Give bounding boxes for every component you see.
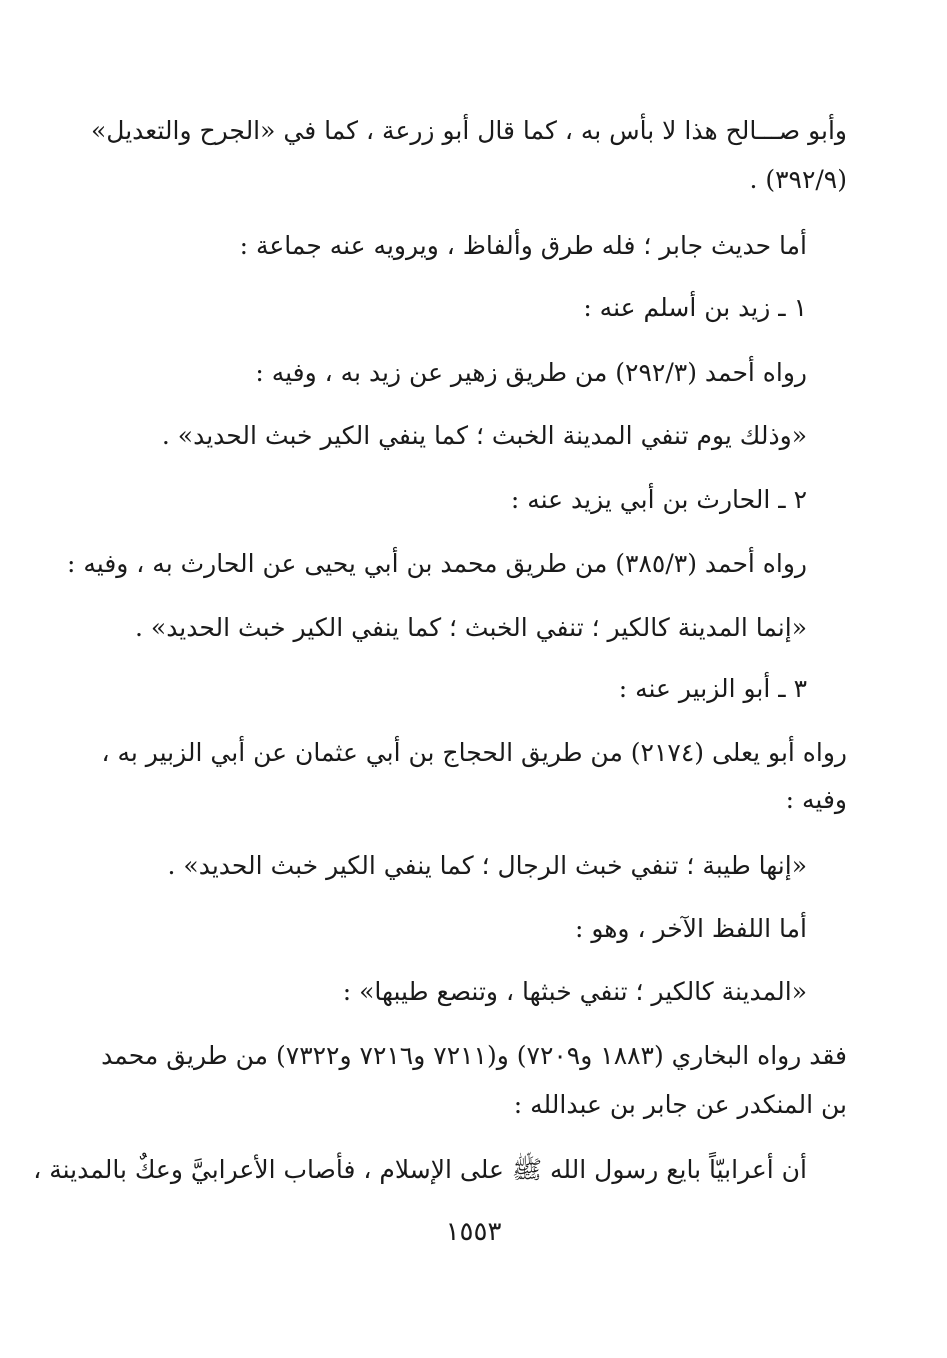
text-line: وأبو صـــالح هذا لا بأس به ، كما قال أبو زرعة ، كما في «الجرح والتعديل» [91,116,847,145]
page-number: ١٥٥٣ [445,1217,502,1247]
section-heading: ٢ ـ الحارث بن أبي يزيد عنه : [510,485,807,514]
hadith-quote: «إنها طيبة ؛ تنفي خبث الرجال ؛ كما ينفي الكير خبث الحديد» . [167,851,807,880]
section-heading: ١ ـ زيد بن أسلم عنه : [583,293,807,322]
text-line: أما حديث جابر ؛ فله طرق وألفاظ ، ويرويه عنه جماعة : [239,231,807,260]
text-line: أما اللفظ الآخر ، وهو : [574,914,807,943]
text-line: فقد رواه البخاري (١٨٨٣ و٧٢٠٩) و(٧٢١١ و٧٢١٦ و٧٣٢٢) من طريق محمد [101,1041,847,1070]
text-line: رواه أبو يعلى (٢١٧٤) من طريق الحجاج بن أبي عثمان عن أبي الزبير به ، [101,738,847,767]
hadith-quote: «وذلك يوم تنفي المدينة الخبث ؛ كما ينفي الكير خبث الحديد» . [161,421,807,450]
text-line: رواه أحمد (٢٩٢/٣) من طريق زهير عن زيد به ، وفيه : [255,358,807,387]
text-line: أن أعرابيّاً بايع رسول الله ﷺ على الإسلام ، فأصاب الأعرابيَّ وعكٌ بالمدينة ، [33,1155,807,1184]
text-line: وفيه : [785,785,847,814]
text-line: رواه أحمد (٣٨٥/٣) من طريق محمد بن أبي يحيى عن الحارث به ، وفيه : [67,549,807,578]
text-line: (٣٩٢/٩) . [749,165,847,194]
text-line: بن المنكدر عن جابر بن عبدالله : [513,1090,847,1119]
hadith-quote: «إنما المدينة كالكير ؛ تنفي الخبث ؛ كما ينفي الكير خبث الحديد» . [135,613,807,642]
hadith-quote: «المدينة كالكير ؛ تنفي خبثها ، وتنصع طيبها» : [342,977,807,1006]
section-heading: ٣ ـ أبو الزبير عنه : [618,674,807,703]
